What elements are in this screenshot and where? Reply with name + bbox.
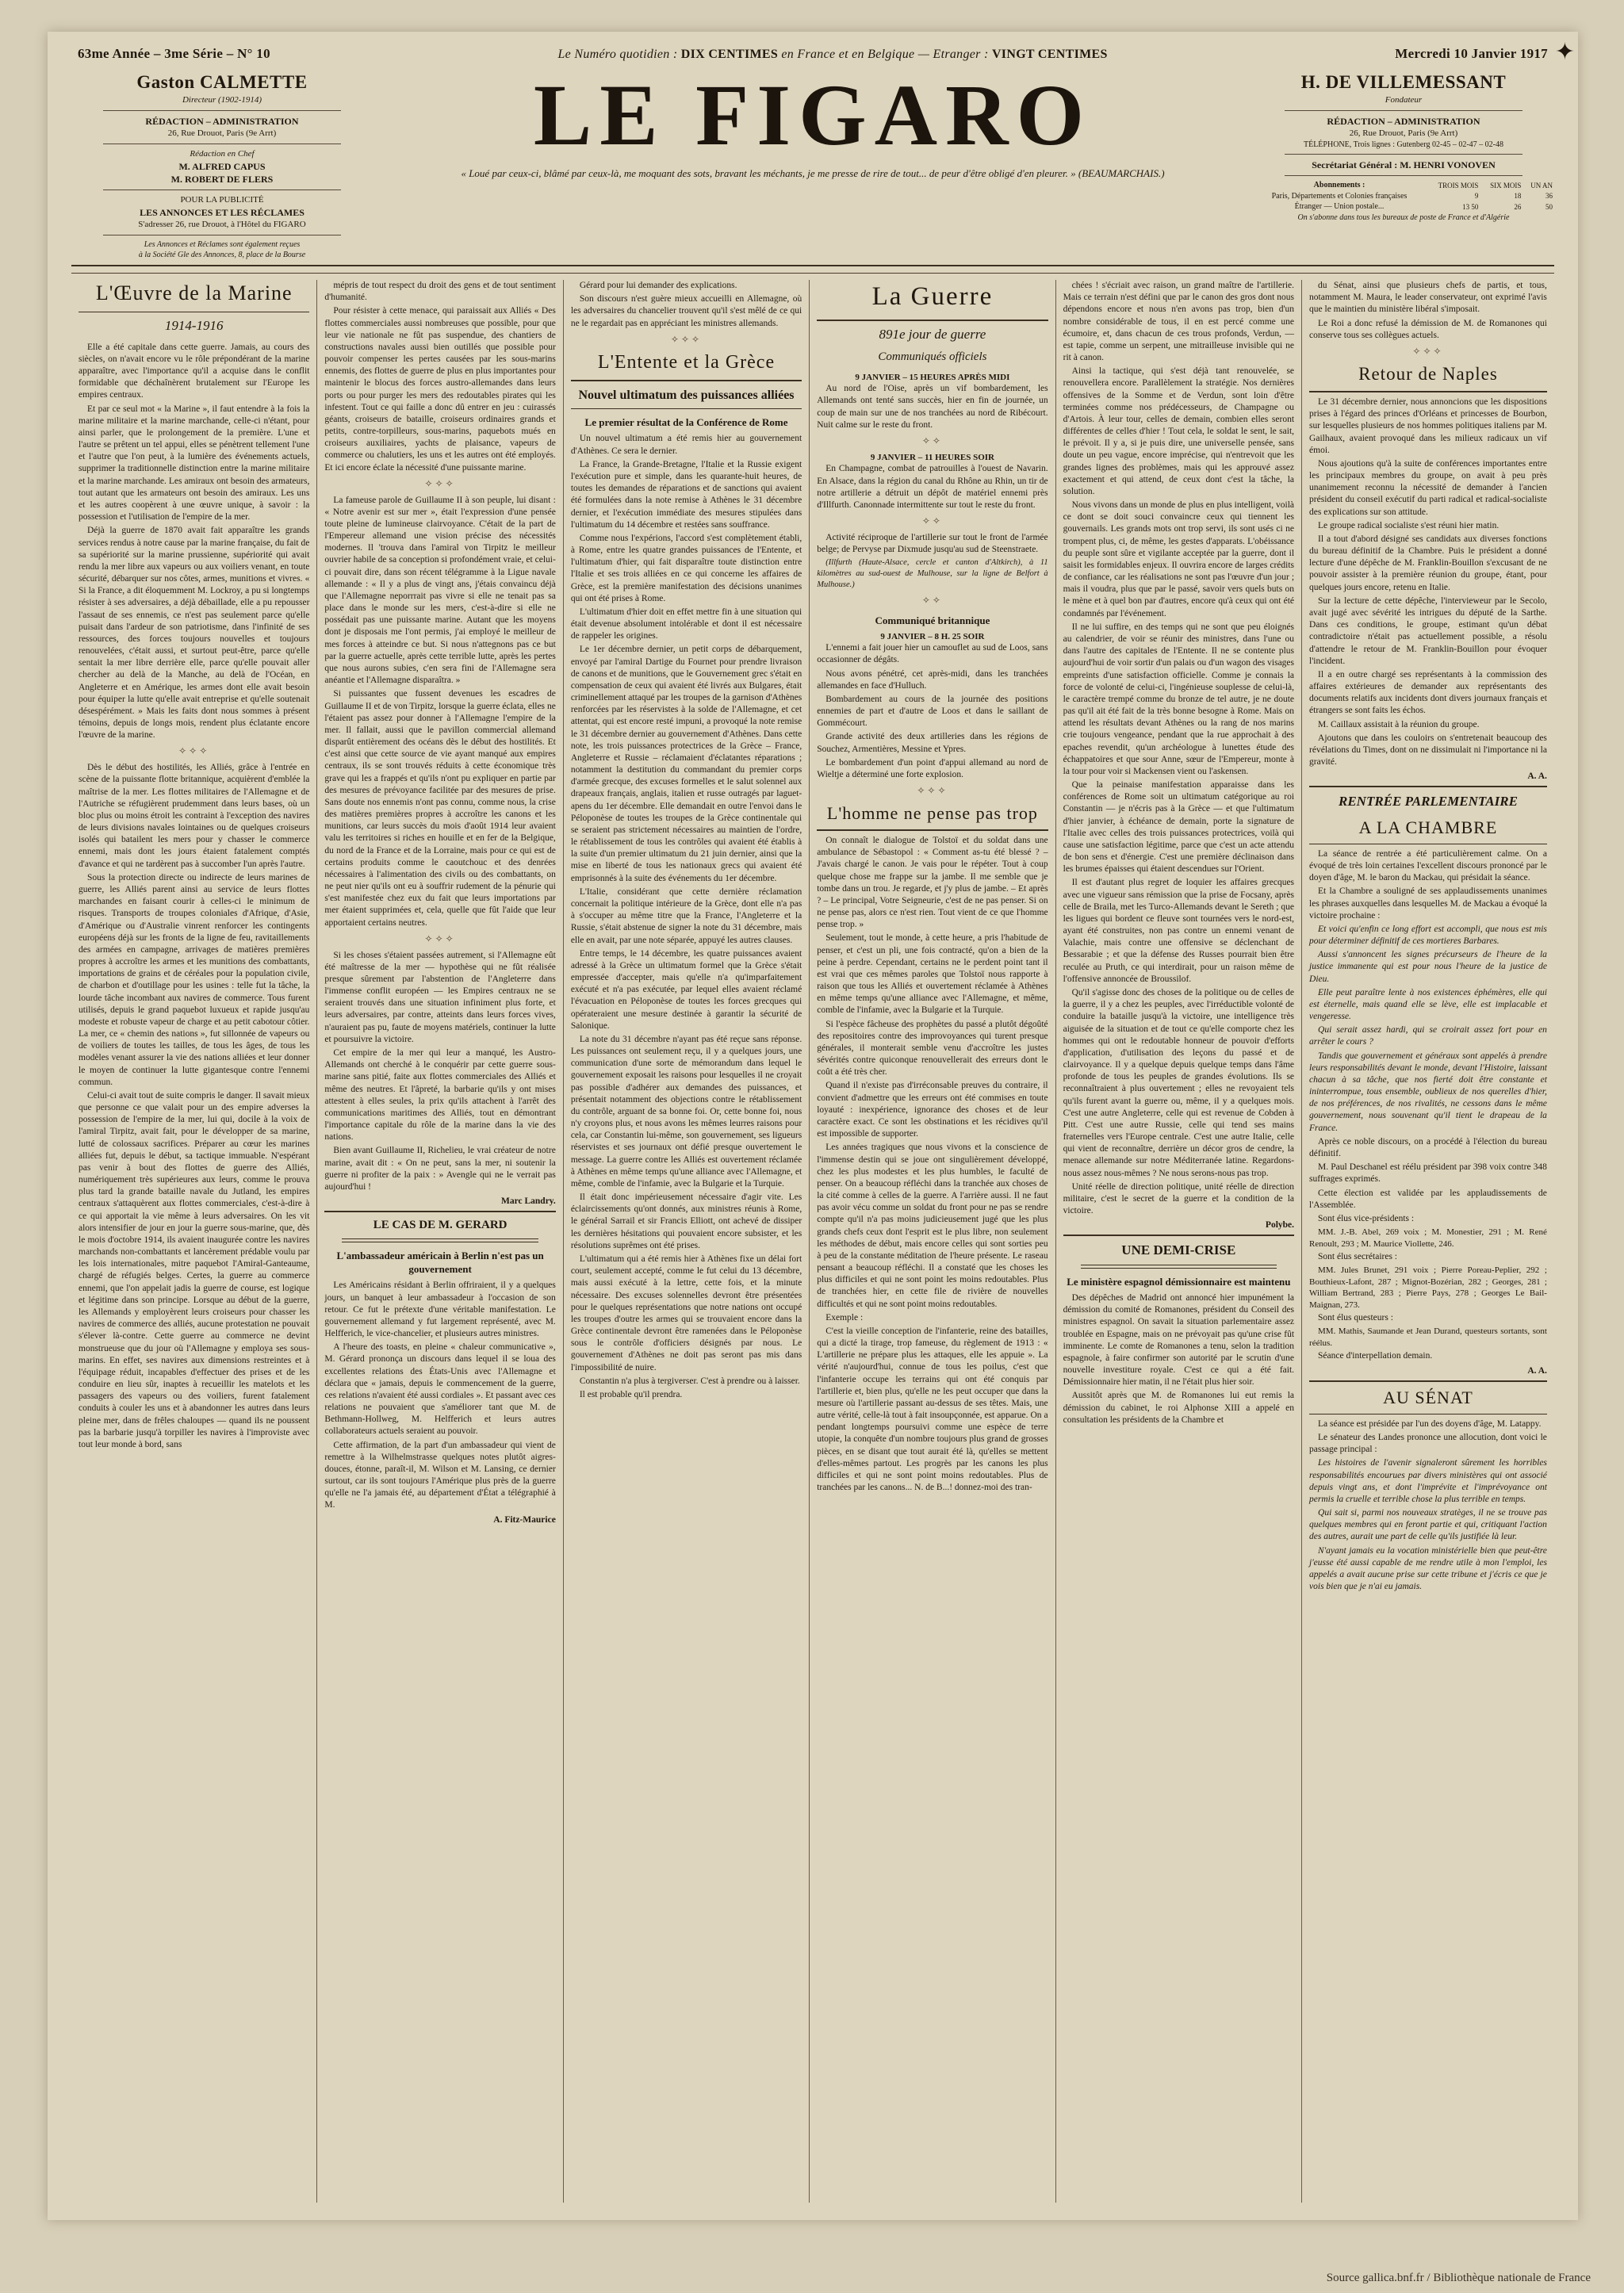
paragraph: Qui serait assez hardi, qui se croirait assez fort pour en arrêter le cours ? (1309, 1025, 1547, 1047)
article-signature: A. A. (1527, 771, 1547, 782)
secretary-line: Secrétariat Général : M. HENRI VONOVEN (1312, 159, 1496, 170)
war-day-counter: 891e jour de guerre (879, 326, 986, 342)
redaction-title-left: RÉDACTION – ADMINISTRATION (145, 115, 299, 127)
masthead-center (373, 67, 1253, 180)
article-signature: A. A. (1527, 1365, 1547, 1376)
article-signature: A. Fitz-Maurice (493, 1514, 556, 1525)
subs-row2-v1: 13 50 (1462, 202, 1479, 211)
column-2 (317, 280, 563, 2203)
divider (1309, 786, 1547, 787)
editor-label: Rédaction en Chef (190, 148, 255, 159)
price-info (557, 48, 1107, 62)
article-subtitle-ultimatum: Nouvel ultimatum des puissances alliées (578, 389, 795, 403)
editor-2: M. ROBERT DE FLERS (170, 173, 274, 185)
paragraph: du Sénat, ainsi que plusieurs chefs de partis, et tous, notamment M. Maura, le leader conservateur, ont exprimé l'avis que le maintien du ministère libéral s'imposait. (1309, 281, 1547, 315)
paragraph: Et voici qu'enfin ce long effort est accompli, que nous est mis pour déterminer définitif de ces mortieres Barbares. (1309, 924, 1547, 947)
paragraph: On connaît le dialogue de Tolstoï et du soldat dans une ambulance de Sébastopol : « Comment as-tu été blessé ? – J'avais chargé le canon. Je vais pour le répéter. Tout à coup quelque chose me frappe sur la jambe. Il me semble que je tombe dans un trou. Je regarde, et j'y plus de jambe. – Et après ? – Le principal, Votre Seigneurie, c'est de ne pas penser. Si on ne pense pas, alors ce n'est rien. Tout vient de ce que l'homme pense trop. » (817, 836, 1048, 930)
epigraph: « Loué par ceux-ci, blâmé par ceux-là, me moquant des sots, bravant les méchants, je me presse de rire de tout... de peur d'être obligé d'en pleurer. » (BEAUMARCHAIS.) (461, 167, 1165, 179)
paragraph: Les histoires de l'avenir signaleront sûrement les horribles responsabilités encourues par divers ministères qui ont associé depuis vingt ans, et dont l'imprévite et l'imprévoyance ont permis la cruelle et terrible chose la plus terrible en temps. (1309, 1458, 1547, 1504)
publicity-title: POUR LA PUBLICITÉ (180, 195, 264, 205)
paragraph: Le sénateur des Landes prononce une allocution, dont voici le passage principal : (1309, 1433, 1547, 1455)
paragraph: La note du 31 décembre n'ayant pas été reçue sans réponse. Les puissances ont seulement reçu, il y a quelques jours, une communication d'une sorte de mémorandum dans lequel le gouvernement exposait les raisons pour lesquelles il ne croyait pas possible d'adhérer aux demandes des puissances, et présentait notamment des objections contre le rétablissement du contrôle, arguant de sa bonne foi. Or, cette bonne foi, nous n'y croyons plus, et nous avons les mêmes leurres raisons pour cela, car Constantin lui-même, son gouvernement, ses ligueurs réservistes et ses journaux ont défié presque ouvertement le message. La guerre contre les Alliés est ouvertement réclamée à Athènes en même temps qu'une alliance avec l'Allemagne, et même, comble de l'infamie, avec la Bulgarie et la Turquie. (570, 1034, 802, 1189)
column-5 (1056, 280, 1302, 2203)
paragraph: Nous vivons dans un monde de plus en plus intelligent, voilà ce dont se doit souci convaincre ceux qui tiennent les gouvernails. Les grands mots ont trop servi, ils sont usés ci ne trompent plus, ci, de même, les gestes d'apparats. L'obéissance du peuple sont sûre et vigilante acceptée par la guerre, dont il saisit les formidables enjeux. Il ouvrira encore de larges crédits de confiance, car les réalisations ne sont pas l'œuvre d'un jour ; mais il voudra, plus que par le passé, savoir vers quels buts on le mène et à quel bon par d'autres, encore qu'à ceux qui ont été condamnés par l'événement. (1063, 500, 1295, 618)
newspaper-sheet (48, 32, 1578, 2220)
divider (1285, 175, 1522, 176)
divider (571, 408, 802, 409)
paragraph: Le 31 décembre dernier, nous annoncions que les dispositions prises à l'égard des princes d'Orléans et princesses de Bourbon, sur lesquelles plusieurs de nos hommes politiques italiens par M. Gailhaux, avaient provoqué dans les milieux radicaux un vif émoi. (1309, 397, 1547, 455)
paragraph: Constantin n'a plus à tergiverser. C'est à prendre ou à laisser. (579, 1376, 800, 1386)
paragraph: Tandis que gouvernement et généraux sont appelés à prendre leurs responsabilités devant le monde, devant l'Histoire, laissant chacun à sa tâche, que nos fierté doit être constante et ininterrompue, tous ensemble, oublieux de nos querelles d'hier, de nos préférences, de nos rivalités, ne cessons dans le même gouvernement, nous souvenant qu'il tient le drapeau de la France. (1309, 1051, 1547, 1133)
paragraph: Si les choses s'étaient passées autrement, si l'Allemagne eût été maîtresse de la mer — hypothèse qui ne fût réalisée presque sûrement par l'abstention de l'Angleterre dans l'immense conflit européen — les Empires centraux ne se seraient trouvés dans une situation infiniment plus forte, et leurs adversaires, par contre, atteints dans leurs forces vives, n'auraient pas pu, faute de moyens matériels, continuer la lutte et poursuivre la victoire. (324, 950, 556, 1044)
issue-info: 63me Année – 3me Série – N° 10 (78, 46, 270, 61)
paragraph: Il ne lui suffire, en des temps qui ne sont que peu éloignés au calendrier, de voir se réunir des ministres, dans l'une ou dans l'autre des capitales de l'Entente. Il ne se contente plus aujourd'hui de voir sortir d'un palais ou d'un wagon des visages empreints d'une satisfaction officielle. Comme je connais la force de volonté de celui-ci, l'ingénieuse souplesse de celui-là, le caractère trempé comme du bronze de tel autre, je ne doute pas qu'il ait été fait de la très bonne besogne à Rome. Mais on attend les résultats devant Athènes ou la rang de nos marins crie toujours vengeance, pendant que la rue approchait à des epaches revendit, qu'un archéologue à lunettes étude des échappatoires et que sour Anne, sœur de l'Empereur, monte à la tour pour voir si Mackensen vient ou l'askensen. (1063, 622, 1295, 776)
column-3 (564, 280, 810, 2203)
article-signature: Marc Landry. (501, 1196, 556, 1207)
subs-row-label-2: Étranger — Union postale... (1294, 202, 1385, 212)
paragraph: Cet empire de la mer qui leur a manqué, les Austro-Allemands ont cherché à le conquérir par cette guerre sous-marine sans pitié, faite aux flottes commerciales des Alliés et même des neutres. Et l'âpreté, la barbarie qu'ils y ont mises attestent à elles seules, la prix qu'ils attachent à l'arrêt des communications maritimes des Alliés, tout en démontrant l'importance capitale du rôle de la marine dans la vie des nations. (324, 1047, 556, 1143)
paragraph: Elle peut paraître lente à nos existences éphémères, elle qui est éternelle, mais quand elle se lève, elle est implacable et vengeresse. (1309, 987, 1547, 1022)
paragraph: Et la Chambre a souligné de ses applaudissements unanimes les phrases auxquelles dans lesquelles M. de Mackau a évoqué la victoire prochaine : (1309, 886, 1547, 921)
paragraph: Nous avons pénétré, cet après-midi, dans les tranchées allemandes en face d'Hulluch. (817, 668, 1048, 691)
communique-text-1: Au nord de l'Oise, après un vif bombardement, les Allemands ont tenté sans succès, hier en fin de journée, un coup de main sur une de nos tranchées au nord de Ribécourt. Nuit calme sur le reste du front. (817, 384, 1048, 430)
column-1 (71, 280, 317, 2203)
subscription-note: On s'abonne dans tous les bureaux de poste de France et d'Algérie (1297, 212, 1510, 222)
paragraph: mépris de tout respect du droit des gens et de tout sentiment d'humanité. (324, 281, 556, 303)
price-prefix: Le Numéro quotidien : (557, 48, 681, 61)
paragraph: L'Italie, considérant que cette dernière réclamation concernait la politique intérieure de la Grèce, dont elle n'a pas à s'occuper au même titre que la France, l'Angleterre et la Russie, s'était abstenue de signer la note du 31 décembre, mais elle en avait, par une note séparée, appuyé les autres clauses. (570, 886, 802, 945)
table-row (1253, 191, 1554, 202)
price-france: DIX CENTIMES (680, 48, 779, 61)
communique-note: (Illfurth (Haute-Alsace, cercle et canton d'Altkirch), à 11 kilomètres au sud-ouest de Mulhouse, sur la ligne de Belfort à Mulhouse.) (817, 558, 1048, 589)
redaction-title-right: RÉDACTION – ADMINISTRATION (1327, 115, 1480, 127)
publicity-line-1: LES ANNONCES ET LES RÉCLAMES (140, 206, 304, 218)
paragraph: Entre temps, le 14 décembre, les quatre puissances avaient adressé à la Grèce un ultimatum formel que la Grèce s'était empressée d'accepter, mais qu'elle n'a qu'imparfaitement exécuté et n'a pas exécutée, par lequel elles avaient réclamé l'évacuation en Péloponèse de toutes les forces grecques qui opérateraient une mesure destinée à garantir la sécurité de Salonique. (570, 948, 802, 1031)
paragraph: Si l'espèce fâcheuse des prophètes du passé a plutôt dégoûté des repositoires contre des improvoyances qui turent presque générales, il monterait semble venu d'accroître les justes sévérités contre quiconque renouvellerait des erreurs dont le coût a été très cher. (817, 1019, 1048, 1078)
paragraph: L'ultimatum d'hier doit en effet mettre fin à une situation qui était devenue absolument intolérable et dont il est nécessaire de rappeler les origines. (570, 607, 802, 641)
source-footer: Source gallica.bnf.fr / Bibliothèque nationale de France (1326, 2272, 1591, 2284)
ornament: ✧✧✧ (917, 785, 948, 797)
communique-date-1: 9 JANVIER – 15 HEURES APRÈS MIDI (855, 372, 1010, 382)
paragraph: Sont élus vice-présidents : (1318, 1213, 1415, 1223)
paragraph: Il est d'autant plus regret de loquier les affaires grecques avec une vigueur sans rémission que la prise de Focsany, après celle de Braila, met les Turco-Allemands devant le Sereth ; que les ligues qui bordent ce fleuve sont tournées vers le nord-est, ayant été construites, non pas contre un ennemi venant de Valachie, mais contre une offensive se déclenchant de Bessarabie ; et que la défense des Russes pourrait bien être reculée au Pruth, ce qui interdirait, pour un raison même de l'offensive annoncée de Broussilof. (1063, 878, 1295, 984)
article-subtitle-conference-rome: Le premier résultat de la Conférence de Rome (584, 416, 788, 429)
issue-date: Mercredi 10 Janvier 1917 (1395, 46, 1548, 61)
paragraph: Quand il n'existe pas d'irréconsable preuves du contraire, il convient d'admettre que les erreurs ont été commises en toute loyauté : inexpérience, ignorance des choses et de leur caractère exact. Ce sont les obstinations et les récidives qu'il est impossible de supporter. (817, 1081, 1048, 1139)
ads-note-1: Les Annonces et Réclames sont également reçues (144, 240, 301, 250)
communique-text-2: En Champagne, combat de patrouilles à l'ouest de Navarin. En Alsace, dans la région du canal du Rhône au Rhin, un tir de notre artillerie a détruit un dépôt de matériel ennemi près d'Illfurth. Canonnade intermittente sur tout le reste du front. (817, 464, 1048, 510)
paragraph: Aussi s'annoncent les signes précurseurs de l'heure de la justice immanente qui est pour nous l'heure de la justice de Dieu. (1309, 950, 1547, 984)
redaction-address-left: 26, Rue Drouot, Paris (9e Arrt) (167, 128, 277, 139)
article-title-retour-de-naples: Retour de Naples (1358, 363, 1498, 384)
editor-1: M. ALFRED CAPUS (178, 160, 266, 172)
paragraph: Gérard pour lui demander des explications. (579, 281, 737, 291)
ornament: ✧✧✧ (424, 477, 456, 489)
divider (1063, 1235, 1294, 1236)
paragraph: Il est probable qu'il prendra. (579, 1389, 683, 1399)
ornament: ✧✧ (921, 435, 943, 446)
section-title-rentree-parlementaire: RENTRÉE PARLEMENTAIRE (1339, 794, 1518, 810)
subs-row2-v2: 26 (1514, 202, 1522, 211)
paragraph: Les années tragiques que nous vivons et la conscience de l'immense destin qui se joue ont singulièrement développé, chez les plus modestes et les plus humbles, le faculté de penser. On a beaucoup réfléchi dans la tranchée aux choses de la cité comme à celles de la guerre. A l'arrière aussi. Il ne faut pas avoir vécu comme un soldat du front pour ne pas se rendre compte qu'il n'a pas moins judicieusement jugé que les plus grands chefs ceux dont l'esprit est le plus libre, non seulement les méthodes de début, mais encore celles qui sont sorties peu à peu de la constante méditation de l'heure présente. Le raseau pensant a beaucoup réfléchi. Il a constaté que les choses les plus difficiles et qui ne sont point les moins redoutables. Plus de tranchées hier, en cette file de rivière de nouvelles difficultés et qui ne sont point moins redoutables. (817, 1143, 1048, 1309)
paragraph: Qui sait si, parmi nos nouveaux stratèges, il ne se trouve pas quelques membres qui en feront partie et qui, critiquant l'action des autres, aurait une part de celle qu'ils justifiée là leur. (1309, 1508, 1547, 1542)
article-title-oeuvre-marine: L'Œuvre de la Marine (95, 281, 293, 305)
divider (1309, 391, 1547, 392)
column-6 (1302, 280, 1554, 2203)
paragraph: Aussitôt après que M. de Romanones lui eut remis la démission du cabinet, le roi Alphonse XIII a appelé en consultation les présidents de la Chambre et (1063, 1391, 1295, 1425)
paragraph: Exemple : (825, 1312, 864, 1323)
paragraph: Il était donc impérieusement nécessaire d'agir vite. Les éclaircissements qu'ont donnés, aux ministres réunis à Rome, le général Sarrail et sir Francis Elliott, ont achevé de dissiper les dernières hésitations qui pouvaient encore subsister, et les résolutions suprêmes ont été prises. (570, 1192, 802, 1250)
subs-col-1: TROIS MOIS (1438, 181, 1479, 189)
paragraph: Les Américains résidant à Berlin offriraient, il y a quelques jours, un banquet à leur ambassadeur à l'occasion de son retour. Ce fut le prétexte d'une véritable manifestation. Le gouvernement allemand y fut largement représenté, avec M. Helfferich, le vice-chancelier, et plusieurs autres ministres. (324, 1280, 556, 1339)
article-title-homme-ne-pense-pas-trop: L'homme ne pense pas trop (826, 803, 1038, 823)
publicity-line-2: S'adresser 26, rue Drouot, à l'Hôtel du FIGARO (138, 220, 306, 230)
paragraph: N'ayant jamais eu la vocation ministérielle bien que peut-être j'eusse été aussi capable de me rendre utile à mon l'emploi, les appelés a avait aucune prise sur cette tribune et j'écris ce que je vois bien que je n'ai eu jamais. (1309, 1545, 1547, 1592)
paragraph: Il a tout d'abord désigné ses candidats aux diverses fonctions du bureau définitif de la Chambre. Puis le président a donné lecture d'une dépêche de M. Franklin-Bouillon s'excusant de ne pouvoir assister à la première réunion du groupe, étant, pour quelques jours encore, retenu en Italie. (1309, 534, 1547, 592)
article-title-entente-grece: L'Entente et la Grèce (597, 351, 776, 373)
phone-line: TÉLÉPHONE, Trois lignes : Gutenberg 02-45 – 02-47 – 02-48 (1303, 140, 1504, 149)
divider (342, 1238, 538, 1242)
paragraph: La fameuse parole de Guillaume II à son peuple, lui disant : « Notre avenir est sur mer », était l'expression d'une pensée toute pleine de lumineuse clairvoyance. C'était de la part de l'Empereur allemand une vision précise des nécessités modernes. Il 'trouva dans l'amiral von Tirpitz le meilleur ouvrier habile de sa conception si profondément vraie, et celui-ci pouvait dire, dans son récent télégramme à la Ligue navale allemande : « Il y a plus de vingt ans, j'étais convaincu déjà que l'Allemagne neporrrait pas vivre si elle ne tenait pas sa place dans le monde sur les mers, c'est-à-dire si elle ne possédait pas une puissante marine. Autant que les moyens dont je disposais me l'ont permis, j'ai employé le meilleur de mes forces à atteindre ce but. Si nous n'attegnons pas ce but par la guerre actuelle, après cette terrible lutte, après les pertes que nous aurons subies, c'en sera fini de l'Allemagne sera anéantie et l'Allemagne disparaîtra. » (324, 495, 556, 686)
subscription-table (1253, 180, 1554, 212)
subsection-communiques: Communiqués officiels (878, 350, 987, 363)
article-signature: Polybe. (1265, 1220, 1295, 1231)
divider (103, 110, 341, 111)
ads-note-2: à la Société Gle des Annonces, 8, place de la Bourse (138, 251, 306, 260)
article-title-cas-gerard: LE CAS DE M. GERARD (373, 1219, 508, 1232)
paragraph: Comme nous l'expérions, l'accord s'est complètement établi, à Rome, entre les quatre grandes puissances de l'Entente, et l'ultimatum d'hier, qui fait disparaître toute distinction entre l'Italie et ses trois alliées en ce qui concerne les affaires de Grèce, est la première manifestation des décisions unanimes qui ont été prises à Rome. (570, 533, 802, 603)
paragraph: Bien avant Guillaume II, Richelieu, le vrai créateur de notre marine, avait dit : « On ne peut, sans la mer, ni soutenir la guerre ni profiter de la paix : » Avengle qui ne le verrait pas aujourd'hui ! (324, 1146, 556, 1192)
paragraph: Cette affirmation, de la part d'un ambassadeur qui vient de remettre à la Wilhelmstrasse quelques notes plutôt aigres-douces, étonne, paraît-il, M. Wilson et M. Lansing, ce dernier surtout, car ils sont toujours l'Amérique plus près de la guerre qu'elle ne l'a jamais été, au département d'État a télégraphié à M. (324, 1440, 556, 1510)
founder-director-name: Gaston CALMETTE (136, 72, 308, 92)
masthead-left (71, 67, 373, 260)
paragraph: Sont élus questeurs : (1318, 1313, 1393, 1323)
divider (1285, 110, 1522, 111)
price-mid: en France et en Belgique — Etranger : (778, 48, 992, 61)
article-columns (71, 273, 1554, 2203)
paragraph: C'est la vieille conception de l'infanterie, reine des batailles, qui a dicté la tirage, trop fameuse, du règlement de 1913 : « L'artillerie ne prépare plus les attaques, elle les appuie ». La vérité n'aujourd'hui, connue de tous les poilus, c'est que l'infanterie occupe les terrains qui ont été conquis par l'artillerie et, bien plus, qu'elle ne les peut occuper que dans la mesure où l'artillerie passant au-dessus de ses têtes. Mais, une autre vérité, celle-là tout à fait insoupçonnée, est apparue. On a pendant longtemps poursuivi comme une espèce de terre utopie, la conquête d'un nombre toujours plus grand de grosses pièces, en se disant que tout aurait été là, qu'elles se mettent d'elles-mêmes partout. Les progrès par les canons les plus difficiles et qui ne sont point moins redoutables. Plus de tranchées par les canons... N. de B...! donnez-moi des tran- (817, 1326, 1048, 1493)
british-communique-date: 9 JANVIER – 8 H. 25 SOIR (880, 631, 985, 641)
paragraph: La France, la Grande-Bretagne, l'Italie et la Russie exigent l'exécution pure et simple, dans les quarante-huit heures, de toutes les demandes de réparations et de sanctions qui avaient été formulées dans la note remise à Athènes le 31 décembre dernier, et l'exécution immédiate des mesures stipulées dans l'ultimatum du 14 décembre et restées sans souffrance. (570, 459, 802, 530)
paragraph: M. Paul Deschanel est réélu président par 398 voix contre 348 suffrages exprimés. (1309, 1162, 1547, 1185)
article-subtitle-years: 1914-1916 (164, 318, 224, 334)
subs-row1-v1: 9 (1474, 192, 1479, 201)
paragraph: La séance est présidée par l'un des doyens d'âge, M. Latappy. (1318, 1418, 1542, 1429)
newspaper-logo: LE FIGARO (533, 67, 1093, 163)
subs-row2-v3: 50 (1545, 202, 1553, 211)
communique-date-2: 9 JANVIER – 11 HEURES SOIR (870, 452, 994, 462)
vice-presidents-list: MM. J.-B. Abel, 269 voix ; M. Monestier, 291 ; M. René Renoult, 293 ; M. Maurice Viollette, 246. (1309, 1227, 1547, 1249)
paragraph: Grande activité des deux artilleries dans les régions de Souchez, Armentières, Messine et Ypres. (817, 732, 1048, 754)
ornament: ✧✧ (921, 594, 943, 606)
paragraph: Il a en outre chargé ses représentants à la commission des affaires extérieures de demander aux représentants des documents relatifs aux incidents dont divers journaux français et étrangers se sont faits les échos. (1309, 669, 1547, 716)
paragraph: Elle a été capitale dans cette guerre. Jamais, au cours des siècles, on n'avait encore vu le rôle prépondérant de la marine apparaître, avec l'importance qu'il a acquise dans le conflit formidable que déchaînèrent brutalement sur l'Europe les empires centraux. (79, 342, 310, 400)
top-bar (71, 46, 1554, 67)
paragraph: Dès le début des hostilités, les Alliés, grâce à l'entrée en scène de la puissante flotte britannique, acquièrent d'emblée la maîtrise de la mer. Les flottes militaires de l'Allemagne et de l'Autriche se réfugièrent prudemment dans leurs bases, où un bloc plus ou moins étroit les contraint à l'exception des navires de leurs divisions navales lointaines ou de quelques croiseurs isolés qui batailent les mers pour y chasser le commerce ennemi, mais dont les jours étaient fatalement comptés d'avance et qui ne tardèrent pas à succomber l'un après l'autre. (79, 763, 310, 869)
paragraph: Cette élection est validée par les applaudissements de l'Assemblée. (1309, 1188, 1547, 1210)
paragraph: M. Caillaux assistait à la réunion du groupe. (1318, 719, 1480, 729)
table-row (1253, 201, 1554, 212)
paragraph: Sur la lecture de cette dépêche, l'intervieweur par le Secolo, avait jugé avec sévérité les intrigues du député de la Sarthe. Dans ces conditions, le groupe, estimant qu'un débat contradictoire n'était pas actuellement possible, a résolu d'attendre le retour de M. Franklin-Bouillon pour évoquer l'incident. (1309, 595, 1547, 666)
subs-col-3: UN AN (1530, 181, 1553, 189)
price-foreign: VINGT CENTIMES (991, 48, 1108, 61)
column-4 (810, 280, 1055, 2203)
paragraph: Si puissantes que fussent devenues les escadres de Guillaume II et de von Tirpitz, lorsque la guerre éclata, elles ne l'étaient pas assez pour donner à l'Allemagne l'empire de la mer. Il fallait, aussi que le pavillon commercial allemand disparût entièrement des océans dès le début des hostilités. Et c'est ainsi que cette source de vie ayant manqué aux empires centraux, ils se sont trouvés réduits à cette économique très grave qui les a frappés et qu'ils n'ont pu expliquer en partie par des mesures de prévoyance facilitée par des mesures de prise. Sans doute nos ennemis n'ont pas connu, comme nous, la crise des matières premières propres à accroître les canons et les munitions, car leurs succès du mois d'août 1914 leur avaient valu les territoires si riches en houille et en fer de la Belgique, du nord de la France et de la Lorraine, mais pour ce qui est de certains produits comme le caoutchouc et des denrées nécessaires à l'alimentation des civils ou des combattants, on ne peut nier qu'ils ont eu à souffrir rudement de la pénurie qui s'est manifestée chez eux du fait que leurs importations par mer étaient supprimées et, cela, quelle que fût l'aide que leur apportaient certains neutres. (324, 689, 556, 928)
divider (103, 189, 341, 190)
paragraph: Des dépêches de Madrid ont annoncé hier impunément la démission du comité de Romanones, président du Conseil des ministres espagnol. On savait la situation parlementaire assez troublée en Espagne, mais on ne prévoyait pas qu'une crise fût imminente. Le comte de Romanones a tenu, selon la tradition espagnole, à faire confirmer son autorité par le scrutin d'une nouvelle investiture royale. C'est ce qui a été fait. Démissionnaire hier matin, il ne l'était plus hier soir. (1063, 1293, 1295, 1388)
paragraph: Après ce noble discours, on a procédé à l'élection du bureau définitif. (1309, 1136, 1547, 1158)
subsection-communique-britannique: Communiqué britannique (875, 614, 990, 626)
questors-list: MM. Mathis, Saumande et Jean Durand, questeurs sortants, sont réélus. (1309, 1326, 1547, 1348)
paragraph: Et par ce seul mot « la Marine », il faut entendre à la fois la marine militaire et la marine marchande, celle-ci n'étant, pour ainsi parler, que le prolongement de la première. L'une et l'autre se prêtent un tel appui, elles se pénètrent tellement l'une et l'autre que l'on peut, à la lumière des événements actuels, supprimer la traditionnelle distinction entre la marine militaire et la marine marchande. Les amiraux ont besoin des armateurs, tout autant que les armateurs ont besoin des amiraux. Les uns et les autres coopèrent à une œuvre unique, à savoir : la possession et l'utilisation de l'empire de la mer. (79, 404, 310, 523)
redaction-address-right: 26, Rue Drouot, Paris (9e Arrt) (1349, 128, 1458, 139)
subs-col-2: SIX MOIS (1490, 181, 1522, 189)
subs-row1-v3: 36 (1545, 192, 1553, 201)
ornament: ✧✧✧ (670, 333, 703, 345)
divider (1285, 154, 1522, 155)
divider (817, 829, 1048, 831)
subscription-title: Abonnements : (1313, 181, 1365, 190)
paragraph: Le Roi a donc refusé la démission de M. de Romanones qui conserve tous ses collègues actuels. (1309, 318, 1547, 340)
paragraph: L'ultimatum qui a été remis hier à Athènes fixe un délai fort court, seulement accepté, comme le fut celui du 13 décembre, mais aussi exécuté à la lettre, cette fois, et la minute nécessaire. Des excuses solennelles devront être présentées pour le quelques représentations que notre nations ont occupé les troupes d'outre les armes qui se trouvaient encore dans la Grèce continentale devront être ramenées dans le Péloponèse sous le contrôle d'officiers désignés par nous. Le gouvernement d'Athènes ne doit pas seront pas mis dans l'impossibilité de nuire. (570, 1254, 802, 1372)
founder-director-role: Directeur (1902-1914) (182, 95, 262, 105)
article-subtitle-ministere-espagnol: Le ministère espagnol démissionnaire est maintenu (1067, 1275, 1291, 1288)
paragraph: Seulement, tout le monde, à cette heure, a pris l'habitude de penser, et c'est un pli, une fois contracté, qu'on a bien de la peine à perdre. Cependant, certains ne le perdent point tant il est vrai que ces mêmes paroles que Tolstoï nous rapporte à raison que tous les Alliés et ouvertement réclamée à Athènes en même temps qu'une alliance avec l'Allemagne, et même, comble de l'infamie, avec la Bulgarie et la Turquie. (817, 933, 1048, 1016)
paragraph: Nous ajoutions qu'à la suite de conférences importantes entre les principaux membres du groupe, on avait à peu près unanimement reconnu la nécessité de demander à l'ancien président du conseil exécutif du parti radical et radical-socialiste des explications sur son attitude. (1309, 458, 1547, 517)
paragraph: Bombardement au cours de la journée des positions ennemies de part et d'autre de Loos et dans le saillant de Gommécourt. (817, 694, 1048, 729)
paragraph: A l'heure des toasts, en pleine « chaleur communicative », M. Gérard prononça un discours dans lequel il se loua des excellentes relations des États-Unis avec l'Allemagne et déclara que « jamais, depuis le commencement de la guerre, ces relations n'avaient été aussi cordiales ». Et passant avec ces relations ne pouvaient que s'améliorer tant que M. de Bethmann-Hollweg, M. Helfferich et leurs autres collaborateurs actuels seraient au pouvoir. (324, 1342, 556, 1437)
subs-row1-v2: 18 (1514, 192, 1522, 201)
ornament: ✧✧✧ (1412, 345, 1444, 357)
ornament: ✧✧✧ (178, 745, 210, 757)
divider (1081, 1265, 1277, 1269)
secretaries-list: MM. Jules Brunet, 291 voix ; Pierre Poreau-Peplier, 292 ; Bouthieux-Lafont, 287 ; Mignot-Bozérian, 282 ; Georges, 281 ; William Bertrand, 283 ; Pierre Pays, 278 ; Georges Le Bail-Maignan, 273. (1309, 1265, 1547, 1310)
section-title-la-guerre: La Guerre (871, 282, 994, 312)
ornament: ✧✧✧ (424, 932, 456, 944)
divider (324, 1211, 555, 1212)
paragraph: Déjà la guerre de 1870 avait fait apparaître les grands services rendus à notre cause par la marine française, du fait de sa supériorité sur la marine prussienne, supériorité qui avait rendu la mer libre aux vapeurs ou aux voiliers venant, en toute sécurité, débarquer sur nos côtes, armes, munitions et vivres. « Si la France, a dit éloquemment M. Lockroy, a pu si longtemps résister à ses adversaires, a déjà débaillade, elle a pu repousser l'assaut de ses ennemis, ce n'est pas seulement parce qu'elle puisait dans l'ardeur de son patriotisme, dans l'infinité de ses ressources, des forces toujours nouvelles et toujours renouvelées, c'était aussi, et surtout peut-être, parce qu'elle sentait la mer libre derrière elle, parce qu'elle pouvait aller chercher au delà de la Manche, au delà de l'Océan, en Angleterre et en Amérique, les armes dont elle avait besoin pour équiper la lutte qu'elle avait entreprise et qu'elle soutenait désespérément. » Mais les faits dont nous sommes à présent témoins, depuis de longs mois, rendent plus éclatante encore l'œuvre de la marine. (79, 526, 310, 741)
paragraph: chées ! s'écriait avec raison, un grand maître de l'artillerie. Mais ce terrain n'est défini que par le canon des gros dont nous dépendons encore et nous n'en avons pas trop, bien d'un nombre considérable de tous, il en est percé comme une écumoire, et, dans chacun de ces trous profonds, Verdun, — est tapie, comme un serpent, une mitrailleuse invisible qui ne rit à canon. (1063, 281, 1295, 363)
editors-block (71, 148, 373, 186)
paragraph: Qu'il s'agisse donc des choses de la politique ou de celles de la guerre, il y a chez les peuples, avec l'irréductible volonté de conduire la bataille jusqu'à la victoire, une intelligence très aiguisée de la situation et de tout ce qu'elle comporte chez les hommes qui ont le redoutable honneur de pouvoir d'efforts d'application, d'utilisation des leçons du passé et de clairvoyance. Il y a quelque depuis quelque temps dans l'âme profonde de tous les peuples de grandes évolutions. Ils se reconnaîtraient à plus ouvertement ; elles ne revoyaient tels qu'ils furent avant la guerre ou, même, il y a quelques mois. C'est une autre Angleterre, celle qui est revenue de Cobden à Pitt. C'est une autre Russie, celle qui tend ses mains fraternelles vers l'Europe centrale. C'est une autre Italie, celle qui vient de reconnaître, derrière un décor gros de cendre, la menace allemande sur notre Méditerranée latine. Regardons-nous assez nous-mêmes ? Ne nous serons-nous pas trop. (1063, 987, 1295, 1178)
paragraph: Le bombardement d'un point d'appui allemand au nord de Wieltje a déterminé une forte explosion. (817, 757, 1048, 779)
paragraph: La séance de rentrée a été particulièrement calme. On a évoqué de très loin certaines l'excellent discours prononcé par le doyen d'âge, M. le baron du Mackau, qui présidait la séance. (1309, 848, 1547, 883)
subs-row-label-1: Paris, Départements et Colonies françaises (1271, 191, 1408, 201)
founder-role: Fondateur (1385, 95, 1423, 105)
paragraph: Sous la protection directe ou indirecte de leurs marines de guerre, les Alliés parent ainsi au service de leurs flottes marchandes en faisant courir à celles-ci le minimum de risques. Transports de troupes coloniales d'Afrique, d'Asie, d'Amérique ou d'Australie vinrent renforcer les contingents européens déjà sur les fronts de la ligne de feu, ravitaillements des armées en campagne, arrivages de matières premières propres à accroître les armes et les munitions des combattants, importations de grains et de céréales pour la population civile, de charbon et d'outillage pour les usines : telle fut la tâche, la lourde tâche incombant aux navires de commerce. Tous furent utilisés, depuis le grand paquebot luxueux et rapide jusqu'au modeste et robuste vapeur de charge et au petit cabotour côtier. La mer, ce « chemin des nations », fut sillonnée de vapeurs ou de voiliers de toutes les tailles, de tous les âges, de tous les modèles venant assurer la vie des nations alliées et leur donner le moyen de continuer la lutte gigantesque contre l'ennemi commun. (79, 872, 310, 1087)
paragraph: Ajoutons que dans les couloirs on s'entretenait beaucoup des révélations du Times, dont on ne dissimulait ni l'importance ni la gravité. (1309, 733, 1547, 768)
communique-text-3: Activité réciproque de l'artillerie sur tout le front de l'armée belge; de Pervyse par Dixmude jusqu'au sud de Steenstraete. (817, 532, 1048, 555)
star-icon: ✦ (1554, 39, 1575, 65)
paragraph: Son discours n'est guère mieux accueilli en Allemagne, où les adversaires du chancelier trouvent qu'il s'est mêlé de ce qui ne le regardait pas en appréciant les ministres allemands. (570, 294, 802, 328)
section-title-a-la-chambre: A LA CHAMBRE (1358, 817, 1498, 837)
paragraph: Unité réelle de direction politique, unité réelle de direction militaire, c'est le secret de la guerre et la condition de la victoire. (1063, 1181, 1295, 1216)
paragraph: L'ennemi a fait jouer hier un camouflet au sud de Loos, sans occasionner de dégâts. (817, 643, 1048, 665)
paragraph: Pour résister à cette menace, qui paraissait aux Alliés « Des flottes commerciales aussi nombreuses que possible, pour que leur vie nationale ne fût pas suspendue, des chantiers de constructions navales aussi bien outillés que possible pour pouvoir compenser les pertes causées par les sous-marins ennemis, des flottes de guerre de plus en plus importantes pour maintenir le blocus des forces austro-allemandes dans leurs ports ou pour purger les mers des redoutables pirates qui les infestent. Tout ce qui faille a donc dû entrer en jeu : cuirassés géants, croiseurs de bataille, croiseurs ordinaires grands et petits, contre-torpilleurs, sous-marins, paquebots mués en croiseurs auxiliaires, yachts de plaisance, vapeurs de commerce ou chalutiers, les uns et les autres ont été employés. Et ici encore éclate la nécessité d'une puissante marine. (324, 306, 556, 473)
founder-name: H. DE VILLEMESSANT (1300, 72, 1507, 92)
paragraph: Le 1er décembre dernier, un petit corps de débarquement, envoyé par l'amiral Dartige du Fournet pour prendre livraison de canons et de munitions, que le Gouvernement grec s'était en compensation de ceux qui avaient été livrés aux Bulgares, était criminellement attaqué par les troupes de la garnison d'Athènes renforcées par les réservistes à la solde de l'Allemagne, et cet attentat, qui est encore resté impuni, a provoqué la note remise le 31 décembre dernier au gouvernement d'Athènes. Dans cette note, les trois puissances protectrices de la Grèce – France, Angleterre et Russie – réclamaient d'éclatantes réparations ; notamment la destitution du commandant du premier corps d'armée grecque, des excuses formelles et le salut solennel aux drapeaux français, anglais, italien et russe outragés par laguet-apens du 1er décembre. Elle demandait en outre l'envoi dans le Péloponèse de toutes les troupes de la Grèce continentale qui se seraient pas strictement nécessaires au maintien de l'ordre, le rétablissement de tous les contrôles qui avaient été établis à la suite d'un premier ultimatum du 21 juin dernier, ainsi que la mise en liberté de tous les nationaux grecs qui avaient été emprisonnés à la suite des événements du 1er décembre. (570, 645, 802, 883)
ornament: ✧✧ (921, 515, 943, 527)
section-title-au-senat: AU SÉNAT (1383, 1387, 1473, 1407)
divider (1309, 1380, 1547, 1382)
divider (817, 320, 1048, 321)
paragraph: Celui-ci avait tout de suite compris le danger. Il savait mieux que personne ce que valait pour un des empire adverses la possession de l'empire de la mer, lui qui, docile à la voix de l'amiral Tirpitz, avait fait, pour le développer de sa marine, lutté de colossaux sacrifices. Préparer au cœur les marines alliées fut, depuis le début, sa tactique immuable. N'espérant pas venir à bout des flottes de guerre des Alliés, numériquement très supérieures aux leurs, comme le prouva plus tard la grande bataille navale du Jutland, les empires centraux s'attaquèrent aux flottes commerciales, c'est-à-dire à ce qui apportait la vie même à leurs adversaires. On les vit alors intensifier de jour en jour la guerre sous-marine, que, dès le mois d'octobre 1914, ils avaient inaugurée contre les navires marchands non-combattants et lancèrement prédable voulu par les lois internationales, mitre paquebot l'Amiral-Ganteaume, chargé de réfugiés belges. Certes, la guerre au commerce ennemi, que l'on appelait jadis la guerre de course, est logique et légitime dans son principe. Lorsque au début de la guerre, les Allemands y employèrent leurs croiseurs pour chasser les navires de commerce des alliés, aucune protestation ne pouvait s'élever là-contre. Cette guerre au commerce ne devint monstrueuse que du jour où l'Allemagne y employa ses sous-marins. En effet, ses navires aux dimensions restreintes et à l'équipage réduit, incapables d'effectuer des prises et de les conduire en lieu sûr, inaptes à recueillir les matelots et les passagers des vapeurs ou des voiliers, furent fatalement conduits à couler les uns et à abandonner les autres dans leurs pleine mer, dans de frêles chaloupes — quand ils ne poussent pas la barbarie jusqu'à torpiller les navires à l'improviste avec tout leur monde à bord, sans (79, 1090, 310, 1449)
divider (571, 380, 802, 381)
article-title-demi-crise: UNE DEMI-CRISE (1121, 1242, 1236, 1258)
paragraph: Séance d'interpellation demain. (1318, 1351, 1433, 1361)
paragraph: Un nouvel ultimatum a été remis hier au gouvernement d'Athènes. Ce sera le dernier. (570, 434, 802, 456)
paragraph: Que la peinaise manifestation apparaisse dans les conférences de Rome soit un ultimatum catégorique au roi Constantin — je n'écris pas à la Grèce — et que l'ultimatum d'hier janvier, à échéance de demain, porte la signature de l'Italie avec celles des trois puissances protectrices, voilà qui cause une satisfaction légitime, parce que c'est un acte attendu de bon sens et d'énergie. C'est une première déclinaison dans les brumes épaisses qui étaient descendues sur l'Orient. (1063, 780, 1295, 875)
paragraph: Sont élus secrétaires : (1318, 1252, 1397, 1262)
paragraph: Le groupe radical socialiste s'est réuni hier matin. (1318, 520, 1500, 530)
paragraph: Ainsi la tactique, qui s'est déjà tant renouvelée, se renouvellera encore. Parallèlement la stratégie. Nos dernières offensives de la Somme et de Verdun, sont loin d'être terminées comme nos prédécesseurs, de Champagne ou d'Artois. À leur tour, celles de demain, combien elles seront différentes de celles d'hier ! Tout cela, le soldat le sent, le sait, le prévoit. Il y a, si je puis dire, une universelle pensée, sans doute un peu vague, encore imprécise, qui n'entrevoit que les grandes lignes des problèmes, mais qui les approuvé assez exactement et qui attend, de ceux dont c'est la tâche, la solution. (1063, 366, 1295, 496)
article-subtitle-gerard: L'ambassadeur américain à Berlin n'est pas un gouvernement (336, 1250, 544, 1276)
